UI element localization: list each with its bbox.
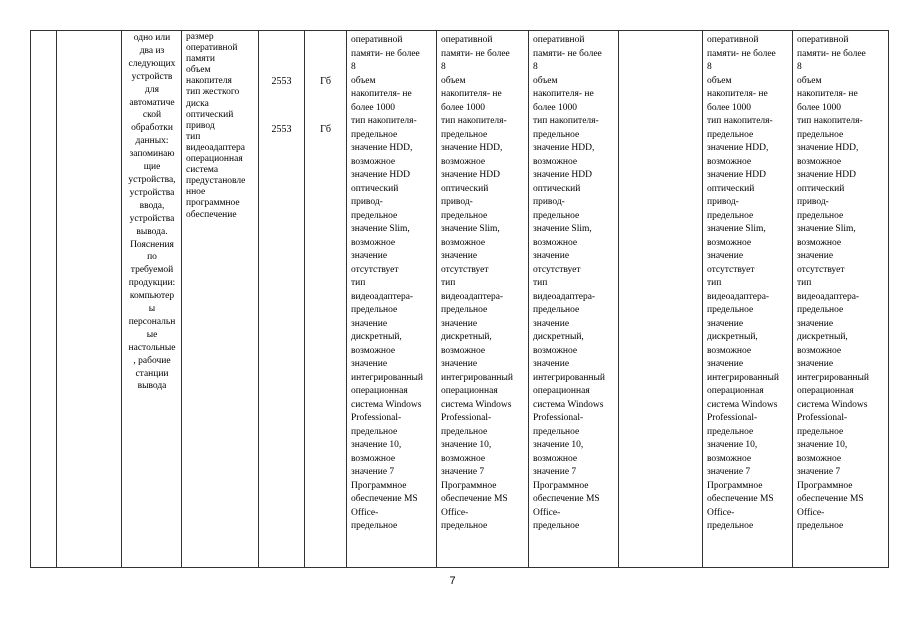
text-line: Professional- — [533, 413, 584, 423]
text-line: возможное — [797, 453, 842, 464]
text-line: значение Slim, — [533, 224, 592, 234]
text-line: предельное — [351, 521, 398, 531]
text-line: более 1000 — [707, 102, 752, 113]
text-line: интегрированный — [441, 372, 513, 383]
text-line: операционная — [707, 386, 764, 396]
text-line: отсутствует — [441, 264, 489, 275]
text-line: оптический — [797, 183, 845, 194]
text-line: операционная — [441, 386, 498, 396]
text-line: предустановле — [186, 176, 246, 187]
text-line: более 1000 — [351, 102, 396, 113]
text-line: оперативной — [186, 43, 238, 54]
text-line: накопителя — [186, 76, 232, 87]
text-line: объем — [533, 75, 558, 86]
text-line: значение — [441, 251, 478, 261]
text-line: видеоадаптера- — [797, 291, 860, 302]
text-line: возможное — [797, 345, 842, 356]
text-line: памяти- не более — [441, 48, 510, 59]
text-line: тип — [186, 131, 201, 142]
text-line: тип накопителя- — [707, 116, 773, 126]
text-line: предельное — [533, 305, 580, 315]
text-line: предельное — [533, 210, 580, 221]
text-line: тип — [533, 278, 548, 288]
text-line: предельное — [441, 129, 488, 140]
text-line: система Windows — [351, 399, 422, 410]
text-line: система Windows — [707, 399, 778, 410]
text-line: возможное — [533, 237, 578, 248]
text-line: интегрированный — [707, 372, 779, 383]
text-line: предельное — [707, 426, 754, 437]
text-line: система — [186, 165, 219, 176]
text-line: значение 7 — [797, 467, 841, 477]
text-line: возможное — [533, 156, 578, 167]
spec-cell-2 — [437, 31, 529, 568]
text-line: Professional- — [797, 413, 848, 423]
text-line: накопителя- не — [533, 89, 594, 99]
text-line: запоминаю — [129, 149, 175, 160]
text-line: отсутствует — [707, 264, 755, 275]
page-number: 7 — [449, 575, 456, 587]
text-line: дискретный, — [533, 332, 584, 342]
text-line: значение HDD — [707, 170, 767, 180]
text-line: Гб — [320, 76, 331, 87]
text-line: возможное — [441, 156, 486, 167]
text-line: объем — [351, 75, 376, 86]
text-line: более 1000 — [441, 102, 486, 113]
text-line: значение — [797, 359, 834, 369]
text-line: Гб — [320, 124, 331, 135]
text-line: оптический — [533, 183, 581, 194]
spec-cell-5 — [793, 31, 889, 568]
text-line: Пояснения — [130, 239, 174, 250]
text-line: значение — [797, 318, 834, 329]
text-line: предельное — [797, 521, 844, 531]
text-line: вывода. — [136, 226, 168, 237]
text-line: интегрированный — [797, 372, 869, 383]
text-line: Professional- — [707, 413, 758, 423]
empty-cell-code — [57, 31, 122, 568]
text-line: программное — [186, 198, 240, 209]
text-line: привод- — [441, 197, 473, 207]
text-line: Программное — [351, 480, 407, 491]
text-line: 8 — [707, 62, 712, 72]
text-line: диска — [186, 98, 209, 109]
text-line: оптический — [186, 109, 234, 120]
text-line: предельное — [351, 210, 398, 221]
text-line: значение — [533, 251, 570, 261]
text-line: значение — [533, 359, 570, 369]
text-line: для — [145, 84, 159, 95]
text-line: устройства — [129, 213, 175, 224]
text-line: система Windows — [797, 399, 868, 410]
empty-cell-supplier — [619, 31, 703, 568]
text-line: персональн — [128, 316, 176, 327]
text-line: объем — [186, 65, 211, 76]
text-line: объем — [707, 75, 732, 86]
spec-cell-4 — [703, 31, 793, 568]
text-line: видеоадаптера — [186, 142, 245, 153]
text-line: интегрированный — [351, 372, 423, 383]
text-line: Программное — [533, 480, 589, 491]
text-line: 8 — [441, 62, 446, 72]
text-line: памяти- не более — [351, 48, 420, 59]
text-line: обеспечение MS — [351, 494, 418, 504]
text-line: возможное — [797, 156, 842, 167]
text-line: операционная — [351, 386, 408, 396]
text-line: щие — [143, 162, 161, 173]
text-line: предельное — [797, 305, 844, 315]
text-line: тип — [797, 278, 812, 288]
text-line: видеоадаптера- — [351, 291, 414, 302]
value-cell — [259, 31, 305, 568]
text-line: продукции: — [128, 278, 176, 289]
text-line: привод- — [351, 197, 383, 207]
text-line: дискретный, — [441, 332, 492, 342]
text-line: значение HDD, — [707, 143, 769, 153]
text-line: оперативной — [351, 35, 403, 45]
table-row — [31, 31, 889, 568]
text-line: Professional- — [351, 413, 402, 423]
text-line: видеоадаптера- — [707, 291, 770, 302]
characteristic-name-cell — [182, 31, 259, 568]
text-line: объем — [441, 75, 466, 86]
text-line: видеоадаптера- — [441, 291, 504, 302]
text-line: возможное — [441, 237, 486, 248]
text-line: тип — [351, 278, 366, 288]
text-line: следующих — [128, 58, 176, 69]
text-line: требуемой — [130, 265, 174, 276]
text-line: значение — [533, 318, 570, 329]
text-line: ы — [148, 304, 156, 315]
text-line: памяти- не более — [707, 48, 776, 59]
text-line: 8 — [351, 62, 356, 72]
text-line: значение 10, — [351, 440, 402, 450]
text-line: обеспечение MS — [707, 494, 774, 504]
text-line: автоматиче — [129, 97, 175, 108]
text-line: устройства — [129, 187, 175, 198]
text-line: привод- — [533, 197, 565, 207]
text-line: тип накопителя- — [441, 116, 507, 126]
text-line: , рабочие — [133, 355, 171, 366]
text-line: значение Slim, — [797, 224, 856, 234]
empty-cell-number — [31, 31, 57, 568]
text-line: тип — [707, 278, 722, 288]
text-line: 8 — [797, 62, 802, 72]
text-line: два из — [139, 45, 165, 56]
text-line: возможное — [351, 453, 396, 464]
text-line: Office- — [533, 507, 561, 518]
text-line: предельное — [707, 210, 754, 221]
text-line: значение 10, — [441, 440, 492, 450]
text-line: значение HDD — [351, 170, 411, 180]
text-line: 2553 — [271, 76, 292, 87]
text-line: данных: — [135, 136, 169, 147]
text-line: одно или — [133, 33, 171, 43]
text-line: памяти — [186, 54, 215, 65]
text-line: Программное — [797, 480, 853, 491]
text-line: ввода, — [139, 200, 165, 211]
text-line: обеспечение — [186, 209, 237, 220]
product-description-cell — [122, 31, 182, 568]
text-line: значение — [797, 251, 834, 261]
text-line: предельное — [707, 305, 754, 315]
text-line: Office- — [351, 507, 379, 518]
text-line: объем — [797, 75, 822, 86]
text-line: предельное — [707, 129, 754, 140]
text-line: тип накопителя- — [797, 116, 863, 126]
text-line: обработки — [131, 123, 173, 134]
text-line: предельное — [441, 521, 488, 531]
text-line: значение 10, — [533, 440, 584, 450]
text-line: более 1000 — [533, 102, 578, 113]
text-line: возможное — [533, 453, 578, 464]
text-line: значение — [351, 359, 388, 369]
text-line: Программное — [441, 480, 497, 491]
text-line: отсутствует — [797, 264, 845, 275]
text-line: значение 10, — [707, 440, 758, 450]
text-line: предельное — [441, 305, 488, 315]
text-line: оперативной — [441, 35, 493, 45]
text-line: значение HDD — [441, 170, 501, 180]
text-line: видеоадаптера- — [533, 291, 596, 302]
specification-table — [30, 30, 889, 568]
text-line: Office- — [707, 507, 735, 518]
text-line: система Windows — [533, 399, 604, 410]
text-line: обеспечение MS — [441, 494, 508, 504]
text-line: интегрированный — [533, 372, 605, 383]
text-line: накопителя- не — [707, 89, 768, 99]
text-line: памяти- не более — [797, 48, 866, 59]
unit-cell — [305, 31, 347, 568]
text-line: значение — [707, 318, 744, 329]
text-line: значение 10, — [797, 440, 848, 450]
text-line: привод- — [707, 197, 739, 207]
text-line: привод- — [797, 197, 829, 207]
text-line: возможное — [441, 453, 486, 464]
text-line: значение HDD, — [351, 143, 413, 153]
text-line: 2553 — [271, 124, 292, 135]
text-line: компьютер — [129, 291, 175, 302]
text-line: значение 7 — [351, 467, 395, 477]
text-line: значение 7 — [533, 467, 577, 477]
text-line: вывода — [137, 381, 167, 392]
text-line: дискретный, — [351, 332, 402, 342]
text-line: дискретный, — [797, 332, 848, 342]
text-line: оперативной — [707, 35, 759, 45]
text-line: предельное — [351, 305, 398, 315]
text-line: 8 — [533, 62, 538, 72]
text-line: значение HDD — [533, 170, 593, 180]
text-line: возможное — [351, 156, 396, 167]
text-line: предельное — [351, 129, 398, 140]
text-line: возможное — [797, 237, 842, 248]
text-line: возможное — [441, 345, 486, 356]
text-line: обеспечение MS — [797, 494, 864, 504]
text-line: значение 7 — [441, 467, 485, 477]
text-line: дискретный, — [707, 332, 758, 342]
spec-cell-3 — [529, 31, 619, 568]
text-line: предельное — [351, 426, 398, 437]
text-line: система Windows — [441, 399, 512, 410]
text-line: предельное — [797, 210, 844, 221]
text-line: значение — [351, 251, 388, 261]
text-line: предельное — [707, 521, 754, 531]
text-line: устройства, — [128, 174, 176, 185]
text-line: значение HDD, — [441, 143, 503, 153]
text-line: предельное — [533, 129, 580, 140]
text-line: значение 7 — [707, 467, 751, 477]
text-line: возможное — [707, 345, 752, 356]
text-line: операционная — [797, 386, 854, 396]
text-line: возможное — [707, 156, 752, 167]
text-line: возможное — [707, 453, 752, 464]
text-line: тип — [441, 278, 456, 288]
text-line: обеспечение MS — [533, 494, 600, 504]
text-line: более 1000 — [797, 102, 842, 113]
text-line: предельное — [441, 426, 488, 437]
text-line: значение — [441, 318, 478, 329]
text-line: Professional- — [441, 413, 492, 423]
text-line: памяти- не более — [533, 48, 602, 59]
text-line: предельное — [533, 426, 580, 437]
text-line: Office- — [797, 507, 825, 518]
text-line: накопителя- не — [797, 89, 858, 99]
text-line: станции — [135, 368, 169, 379]
text-line: предельное — [441, 210, 488, 221]
text-line: оптический — [707, 183, 755, 194]
text-line: значение Slim, — [441, 224, 500, 234]
text-line: ской — [142, 110, 162, 121]
text-line: предельное — [797, 129, 844, 140]
text-line: оперативной — [533, 35, 585, 45]
text-line: возможное — [351, 345, 396, 356]
text-line: значение HDD — [797, 170, 857, 180]
text-line: значение — [441, 359, 478, 369]
text-line: тип накопителя- — [351, 116, 417, 126]
spec-cell-1 — [347, 31, 437, 568]
text-line: значение — [351, 318, 388, 329]
text-line: накопителя- не — [351, 89, 412, 99]
text-line: Программное — [707, 480, 763, 491]
text-line: отсутствует — [351, 264, 399, 275]
text-line: предельное — [797, 426, 844, 437]
text-line: настольные — [128, 342, 176, 353]
text-line: значение HDD, — [533, 143, 595, 153]
text-line: значение HDD, — [797, 143, 859, 153]
text-line: предельное — [533, 521, 580, 531]
text-line: нное — [186, 187, 206, 198]
text-line: возможное — [351, 237, 396, 248]
text-line: привод — [186, 120, 215, 131]
text-line: значение Slim, — [351, 224, 410, 234]
text-line: Office- — [441, 507, 469, 518]
text-line: операционная — [186, 154, 243, 165]
text-line: тип жесткого — [186, 87, 240, 98]
text-line: накопителя- не — [441, 89, 502, 99]
text-line: устройств — [131, 71, 173, 82]
text-line: размер — [186, 32, 214, 42]
text-line: отсутствует — [533, 264, 581, 275]
text-line: оптический — [351, 183, 399, 194]
text-line: значение — [707, 359, 744, 369]
text-line: оптический — [441, 183, 489, 194]
text-line: возможное — [707, 237, 752, 248]
text-line: возможное — [533, 345, 578, 356]
text-line: операционная — [533, 386, 590, 396]
text-line: тип накопителя- — [533, 116, 599, 126]
text-line: по — [147, 252, 157, 263]
text-line: ые — [146, 329, 158, 340]
text-line: значение — [707, 251, 744, 261]
text-line: значение Slim, — [707, 224, 766, 234]
text-line: оперативной — [797, 35, 849, 45]
